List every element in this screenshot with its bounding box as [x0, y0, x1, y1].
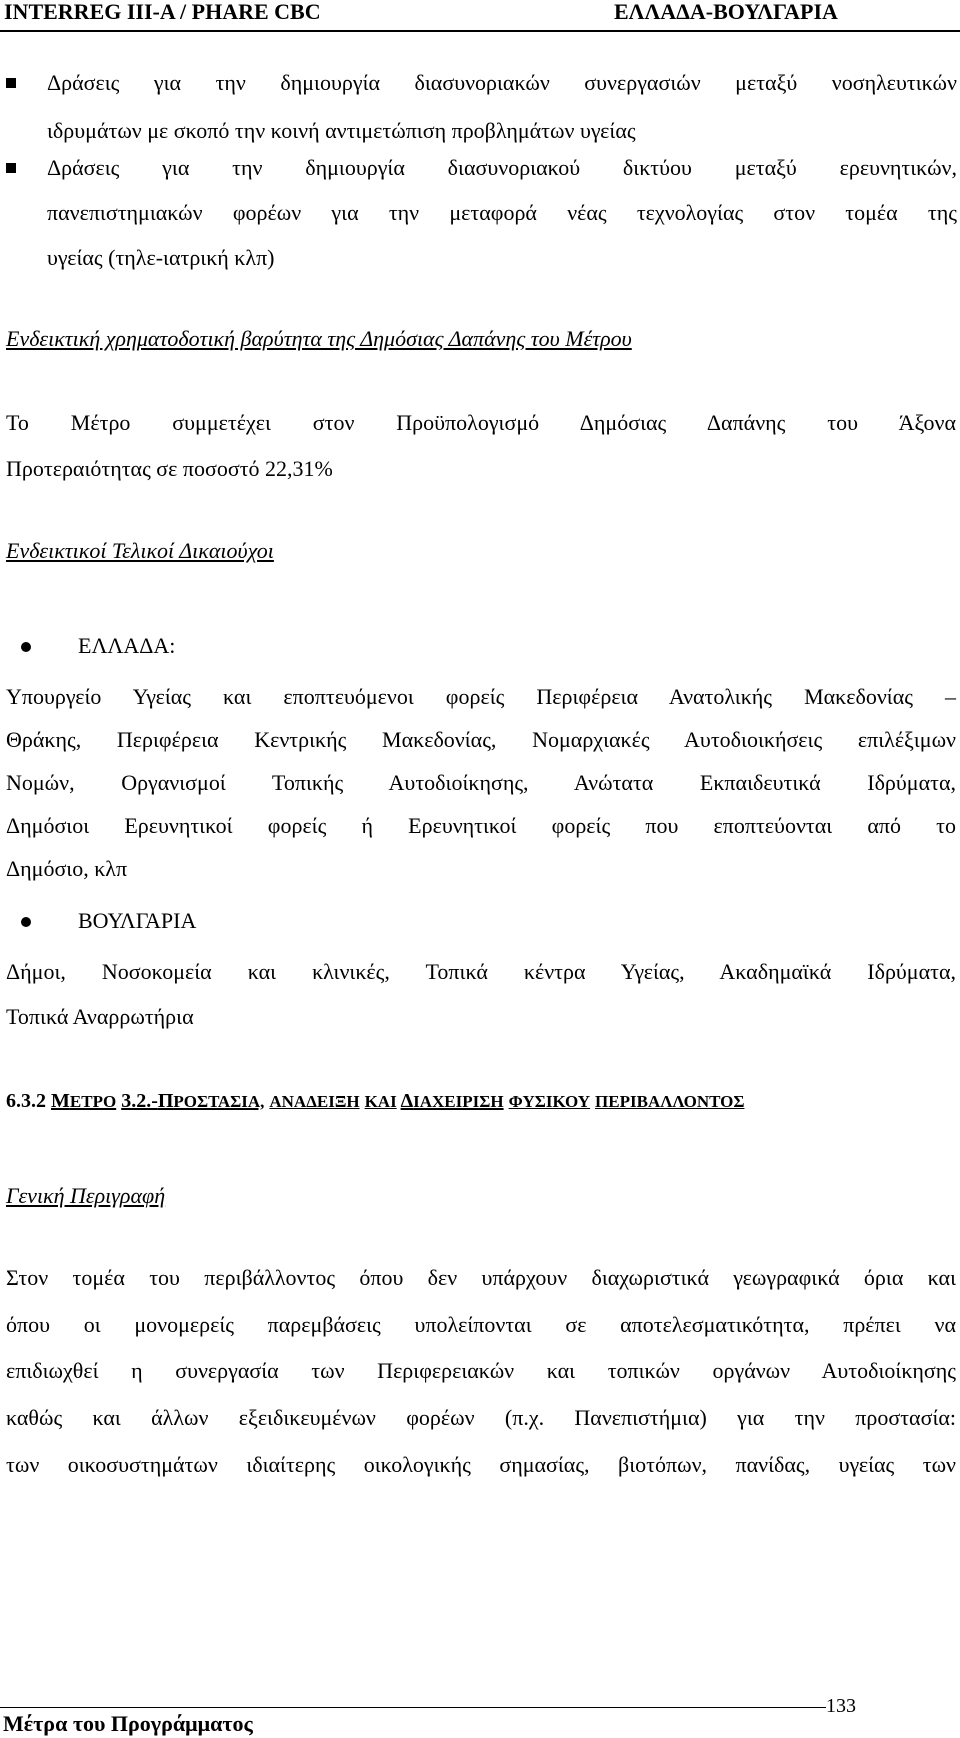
general-line-5: των οικοσυστημάτων ιδιαίτερης οικολογικής σημασίας, βιοτόπων, πανίδας, υγείας των — [6, 1452, 956, 1477]
bulgaria-line-2: Τοπικά Αναρρωτήρια — [6, 1004, 194, 1029]
section-number: 6.3.2 — [6, 1090, 46, 1112]
bulgaria-label: ΒΟΥΛΓΑΡΙΑ — [78, 908, 197, 933]
weight-text-line-2: Προτεραιότητας σε ποσοστό 22,31% — [6, 456, 333, 481]
footer-rule — [0, 1707, 826, 1708]
general-line-3: επιδιωχθεί η συνεργασία των Περιφερειακών και τοπικών οργάνων Αυτοδιοίκησης — [6, 1358, 956, 1383]
general-line-2: όπου οι μονομερείς παρεμβάσεις υπολείπονται σε αποτελεσματικότητα, πρέπει να — [6, 1312, 956, 1337]
general-line-4: καθώς και άλλων εξειδικευμένων φορέων (π.χ. Πανεπιστήμια) για την προστασία: — [6, 1405, 956, 1430]
heading-general-description: Γενική Περιγραφή — [6, 1183, 166, 1208]
greece-line-3: Νομών, Οργανισμοί Τοπικής Αυτοδιοίκησης, Ανώτατα Εκπαιδευτικά Ιδρύματα, — [6, 770, 956, 795]
page-number: 133 — [826, 1695, 856, 1717]
round-bullet-icon — [21, 917, 31, 927]
greece-line-2: Θράκης, Περιφέρεια Κεντρικής Μακεδονίας, Νομαρχιακές Αυτοδιοικήσεις επιλέξιμων — [6, 727, 956, 752]
bullet-2-line-2: πανεπιστημιακών φορέων για την μεταφορά νέας τεχνολογίας στον τομέα της — [47, 200, 957, 225]
greece-line-5: Δημόσιο, κλπ — [6, 856, 128, 881]
general-line-1: Στον τομέα του περιβάλλοντος όπου δεν υπάρχουν διαχωριστικά γεωγραφικά όρια και — [6, 1265, 956, 1290]
heading-funding-weight: Ενδεικτική χρηματοδοτική βαρύτητα της Δημόσιας Δαπάνης του Μέτρου — [6, 326, 632, 351]
greece-line-1: Υπουργείο Υγείας και εποπτευόμενοι φορείς Περιφέρεια Ανατολικής Μακεδονίας – — [6, 684, 956, 709]
bullet-2-line-3: υγείας (τηλε-ιατρική κλπ) — [47, 245, 275, 270]
header-region: ΕΛΛΑΔΑ-ΒΟΥΛΓΑΡΙΑ — [614, 0, 838, 24]
square-bullet-icon — [6, 78, 16, 88]
bulgaria-line-1: Δήμοι, Νοσοκομεία και κλινικές, Τοπικά κέντρα Υγείας, Ακαδημαϊκά Ιδρύματα, — [6, 959, 956, 984]
round-bullet-icon — [21, 642, 31, 652]
header-program: INTERREG III-A / PHARE CBC — [4, 0, 321, 24]
bullet-1-line-1: Δράσεις για την δημιουργία διασυνοριακών συνεργασιών μεταξύ νοσηλευτικών — [47, 70, 957, 95]
greece-line-4: Δημόσιοι Ερευνητικοί φορείς ή Ερευνητικοί φορείς που εποπτεύονται από το — [6, 813, 956, 838]
bullet-2-line-1: Δράσεις για την δημιουργία διασυνοριακού δικτύου μεταξύ ερευνητικών, — [47, 155, 957, 180]
weight-text-line-1: Το Μέτρο συμμετέχει στον Προϋπολογισμό Δημόσιας Δαπάνης του Άξονα — [6, 410, 956, 435]
page-header — [0, 0, 960, 32]
bullet-1-line-2: ιδρυμάτων με σκοπό την κοινή αντιμετώπιση προβλημάτων υγείας — [47, 118, 636, 143]
footer-title: Μέτρα του Προγράμματος — [3, 1711, 253, 1736]
section-heading: 6.3.2 ΜΕΤΡΟ 3.2.-ΠΡΟΣΤΑΣΙΑ, ΑΝΑΔΕΙΞΗ ΚΑΙ ΔΙΑΧΕΙΡΙΣΗ ΦΥΣΙΚΟΥ ΠΕΡΙΒΑΛΛΟΝΤΟΣ — [6, 1090, 745, 1112]
heading-beneficiaries: Ενδεικτικοί Τελικοί Δικαιούχοι — [6, 538, 274, 563]
square-bullet-icon — [6, 163, 16, 173]
greece-label: ΕΛΛΑΔΑ: — [78, 633, 176, 658]
